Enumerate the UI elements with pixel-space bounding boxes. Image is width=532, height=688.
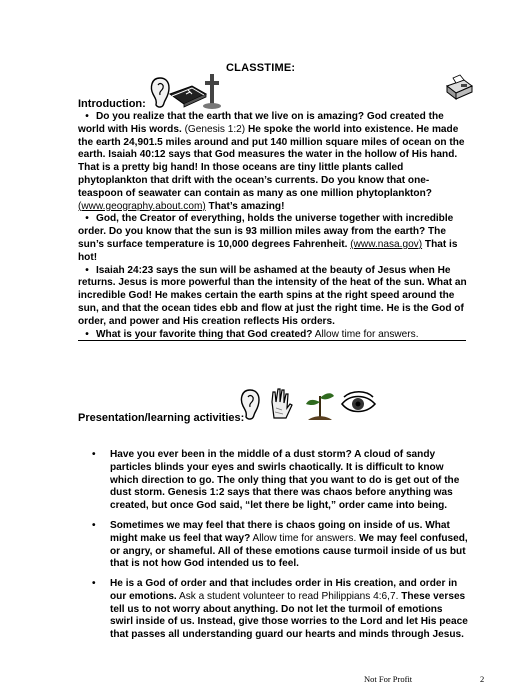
- intro-paragraph-4: • What is your favorite thing that God created? Allow time for answers.: [85, 328, 419, 340]
- fax-machine-icon: [444, 74, 474, 100]
- seedling-icon: [306, 393, 334, 420]
- presentation-item-3: • He is a God of order and that includes order in His creation, and order in our emotions. Ask a student volunteer to read Philippians 4:6,7. These verses tell us to not worry about anything. Do not let the turmoil of emotions swirl inside of us. Instead, give those worries to the Lord and let His peace that passes all understanding guard our hearts and minds through Jesus.: [92, 578, 468, 641]
- presentation-heading: Presentation/learning activities:: [78, 412, 245, 424]
- cross-icon: [203, 74, 221, 109]
- page-title: CLASSTIME:: [226, 62, 296, 74]
- page-number: 2: [480, 674, 485, 684]
- intro-paragraph-3: • Isaiah 24:23 says the sun will be ashamed at the beauty of Jesus when He returns. Jesus is more powerful than the intensity of the heat of the sun. What an incredible God! He makes certain the earth spins at the right speed around the sun, and that the ocean tides ebb and flow at just the right time. He is the God of order, and power and His creation reflects His orders.: [78, 264, 467, 327]
- eye-icon: [342, 392, 375, 412]
- section-divider: [78, 340, 466, 341]
- introduction-heading: Introduction:: [78, 98, 146, 110]
- intro-paragraph-2: • God, the Creator of everything, holds the universe together with incredible order. Do you know that the sun is 93 million miles away from the earth? The sun’s surface temperature is 10,000 degrees Fahrenheit. (www.nasa.gov) That is hot!: [78, 213, 458, 263]
- introduction-body: [78, 111, 468, 341]
- presentation-item-1: • Have you ever been in the middle of a dust storm? A cloud of sandy particles blinds your eyes and swirls chaotically. It is difficult to know which direction to go. The only thing that you want to do is get out of the dust storm. Genesis 1:2 says that there was chaos before anything was created, but once God said, “let there be light,” order came into being.: [92, 449, 460, 512]
- intro-icons: [148, 72, 226, 110]
- intro-paragraph-1: • Do you realize that the earth that we live on is amazing? God created the world with His words. (Genesis 1:2) He spoke the world into existence. He made the earth 24,901.5 miles around and put 140 million square miles of ocean on the earth. Isaiah 40:12 says that God measures the water in the hollow of His hand. That is a pretty big hand! In those oceans are tiny little plants called phytoplankton that drift with the ocean’s currents. Do you know that one-teaspoon of seawater can contain as many as one million phytoplankton? (www.geography.about.com) That’s amazing!: [78, 111, 465, 212]
- presentation-item-2: • Sometimes we may feel that there is chaos going on inside of us. What might make us feel that way? Allow time for answers. We may feel confused, or angry, or shameful. All of these emotions cause turmoil inside of us but that is not how God intended us to feel.: [92, 520, 468, 570]
- hand-icon: [272, 389, 292, 418]
- presentation-icons: [238, 384, 378, 426]
- bible-icon: [170, 86, 206, 107]
- ear-icon: [151, 78, 169, 107]
- geography-link[interactable]: (www.geography.about.com): [78, 200, 206, 212]
- nasa-link[interactable]: (www.nasa.gov): [350, 238, 423, 250]
- footer-text: Not For Profit: [364, 674, 413, 684]
